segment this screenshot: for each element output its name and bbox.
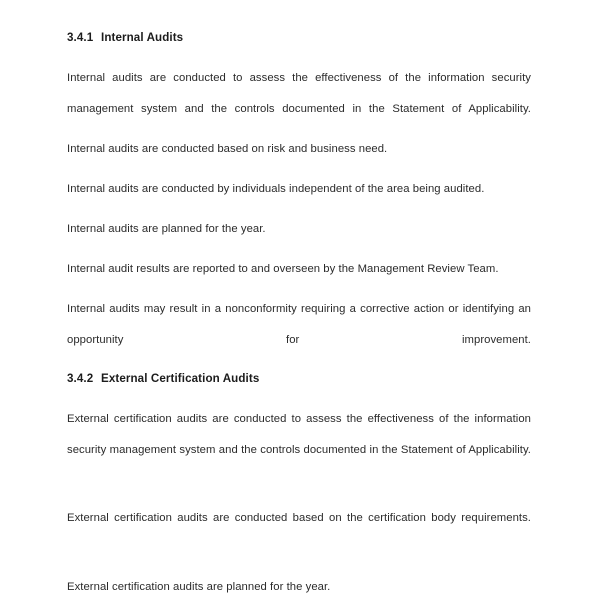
paragraph-block (67, 404, 531, 497)
paragraph-block (67, 214, 531, 245)
paragraph-text: Internal audit results are reported to and overseen by the Management Review Team. (67, 263, 499, 275)
paragraph-text: External certification audits are conducted to assess the effectiveness of the information security management system and the controls documented in the Statement of Applicability. (67, 413, 531, 456)
section-heading-3-4-1 (67, 31, 531, 45)
paragraph-block (67, 572, 531, 603)
paragraph-block (67, 254, 531, 285)
heading-title: External Certification Audits (101, 372, 260, 385)
paragraph-block (67, 174, 531, 205)
heading-number: 3.4.1 (67, 31, 94, 44)
heading-row (67, 372, 531, 386)
heading-title: Internal Audits (101, 31, 184, 44)
paragraph-text: Internal audits are conducted by individuals independent of the area being audited. (67, 183, 485, 195)
paragraph-text: External certification audits are conducted based on the certification body requirements. (67, 512, 531, 524)
paragraph-text: External certification audits are planned for the year. (67, 581, 331, 593)
heading-row (67, 31, 531, 45)
clipped-previous-heading (67, 0, 531, 1)
heading-number: 3.4.2 (67, 372, 94, 385)
paragraph-text: Internal audits are conducted to assess the effectiveness of the information security management system and the controls documented in the Statement of Applicability. (67, 72, 531, 115)
paragraph-block (67, 503, 531, 565)
paragraph-text: Internal audits are conducted based on risk and business need. (67, 143, 388, 155)
section-heading-3-4-2 (67, 372, 531, 386)
paragraph-text: Internal audits are planned for the year. (67, 223, 266, 235)
paragraph-text: Internal audits may result in a nonconformity requiring a corrective action or identifying an opportunity for improvement. (67, 303, 531, 346)
paragraph-block (67, 134, 531, 165)
